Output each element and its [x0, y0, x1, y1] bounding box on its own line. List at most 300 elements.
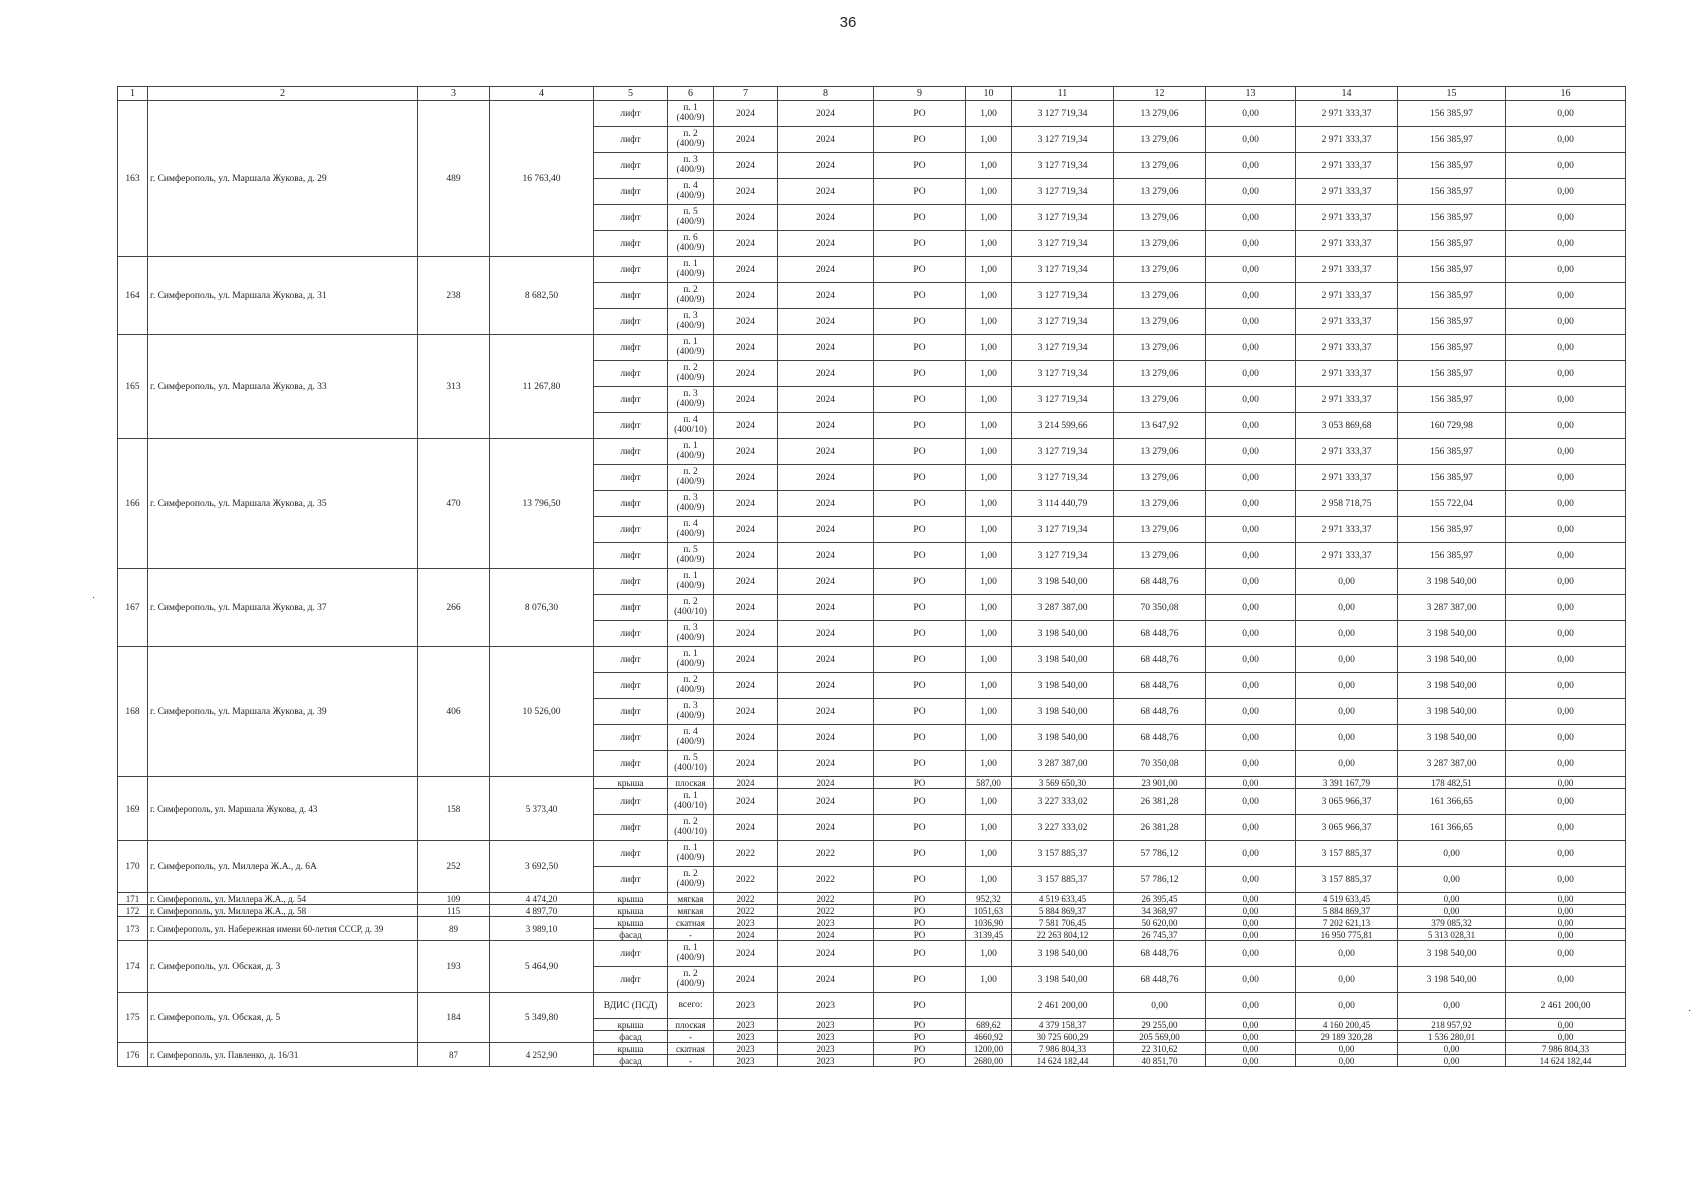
- work-detail: скатная: [668, 917, 714, 929]
- volume: 1200,00: [966, 1043, 1012, 1055]
- unit-cost: 68 448,76: [1114, 621, 1206, 647]
- work-type: лифт: [594, 967, 668, 993]
- unit-cost: 13 279,06: [1114, 517, 1206, 543]
- year-end: 2024: [778, 179, 874, 205]
- work-type: лифт: [594, 127, 668, 153]
- fund-cost: 0,00: [1206, 647, 1296, 673]
- unit-cost: 13 279,06: [1114, 335, 1206, 361]
- year-end: 2024: [778, 595, 874, 621]
- total-cost: 30 725 600,29: [1012, 1031, 1114, 1043]
- fund-cost: 0,00: [1206, 595, 1296, 621]
- work-detail: п. 4 (400/9): [668, 517, 714, 543]
- table-row: [118, 777, 1626, 789]
- owner-cost: 156 385,97: [1398, 335, 1506, 361]
- apartments-count: 252: [418, 841, 490, 893]
- year-end: 2024: [778, 673, 874, 699]
- work-type: лифт: [594, 335, 668, 361]
- fund-cost: 0,00: [1206, 993, 1296, 1019]
- work-type: лифт: [594, 595, 668, 621]
- owner-cost: 0,00: [1398, 1055, 1506, 1067]
- other-cost: 2 461 200,00: [1506, 993, 1626, 1019]
- volume: 1,00: [966, 517, 1012, 543]
- year-end: 2022: [778, 867, 874, 893]
- owner-cost: 156 385,97: [1398, 517, 1506, 543]
- year-end: 2024: [778, 777, 874, 789]
- other-cost: 0,00: [1506, 841, 1626, 867]
- unit-cost: 70 350,08: [1114, 595, 1206, 621]
- apartments-count: 266: [418, 569, 490, 647]
- fund-cost: 0,00: [1206, 941, 1296, 967]
- apartments-count: 489: [418, 101, 490, 257]
- year-end: 2024: [778, 941, 874, 967]
- unit-cost: 57 786,12: [1114, 841, 1206, 867]
- year-end: 2024: [778, 413, 874, 439]
- total-cost: 4 519 633,45: [1012, 893, 1114, 905]
- owner-cost: 156 385,97: [1398, 309, 1506, 335]
- work-type: лифт: [594, 257, 668, 283]
- total-cost: 3 227 333,02: [1012, 789, 1114, 815]
- work-type: лифт: [594, 725, 668, 751]
- fund-cost: 0,00: [1206, 777, 1296, 789]
- table-row: [118, 893, 1626, 905]
- year-end: 2024: [778, 231, 874, 257]
- customer: РО: [874, 335, 966, 361]
- customer: РО: [874, 751, 966, 777]
- apartments-count: 184: [418, 993, 490, 1043]
- work-type: лифт: [594, 517, 668, 543]
- work-type: лифт: [594, 699, 668, 725]
- work-type: лифт: [594, 673, 668, 699]
- work-detail: -: [668, 929, 714, 941]
- total-cost: 3 127 719,34: [1012, 517, 1114, 543]
- unit-cost: 0,00: [1114, 993, 1206, 1019]
- year-start: 2024: [714, 543, 778, 569]
- unit-cost: 13 279,06: [1114, 491, 1206, 517]
- row-number: 176: [118, 1043, 148, 1067]
- apartments-count: 158: [418, 777, 490, 841]
- work-detail: п. 3 (400/9): [668, 491, 714, 517]
- budget-cost: 2 971 333,37: [1296, 517, 1398, 543]
- year-end: 2024: [778, 153, 874, 179]
- owner-cost: 3 198 540,00: [1398, 621, 1506, 647]
- work-detail: п. 4 (400/10): [668, 413, 714, 439]
- total-cost: 3 157 885,37: [1012, 841, 1114, 867]
- total-cost: 3 227 333,02: [1012, 815, 1114, 841]
- year-start: 2024: [714, 179, 778, 205]
- area-cell: 4 474,20: [490, 893, 594, 905]
- column-header-10: 10: [966, 87, 1012, 101]
- customer: РО: [874, 905, 966, 917]
- customer: РО: [874, 917, 966, 929]
- customer: РО: [874, 893, 966, 905]
- column-header-11: 11: [1012, 87, 1114, 101]
- row-number: 169: [118, 777, 148, 841]
- year-end: 2024: [778, 789, 874, 815]
- row-number: 164: [118, 257, 148, 335]
- work-type: фасад: [594, 1031, 668, 1043]
- year-start: 2024: [714, 231, 778, 257]
- owner-cost: 5 313 028,31: [1398, 929, 1506, 941]
- fund-cost: 0,00: [1206, 465, 1296, 491]
- volume: 1,00: [966, 841, 1012, 867]
- volume: 1,00: [966, 595, 1012, 621]
- year-end: 2023: [778, 1055, 874, 1067]
- address-cell: г. Симферополь, ул. Миллера Ж.А., д. 58: [148, 905, 418, 917]
- year-end: 2024: [778, 569, 874, 595]
- owner-cost: 3 287 387,00: [1398, 595, 1506, 621]
- other-cost: 0,00: [1506, 153, 1626, 179]
- volume: 1,00: [966, 569, 1012, 595]
- address-cell: г. Симферополь, ул. Маршала Жукова, д. 29: [148, 101, 418, 257]
- budget-cost: 2 971 333,37: [1296, 387, 1398, 413]
- column-header-1: 1: [118, 87, 148, 101]
- year-start: 2024: [714, 335, 778, 361]
- unit-cost: 70 350,08: [1114, 751, 1206, 777]
- total-cost: 3 127 719,34: [1012, 439, 1114, 465]
- other-cost: 0,00: [1506, 1031, 1626, 1043]
- address-cell: г. Симферополь, ул. Маршала Жукова, д. 43: [148, 777, 418, 841]
- column-header-16: 16: [1506, 87, 1626, 101]
- page-number: 36: [839, 14, 857, 31]
- year-start: 2024: [714, 439, 778, 465]
- budget-cost: 2 971 333,37: [1296, 101, 1398, 127]
- work-detail: п. 1 (400/9): [668, 335, 714, 361]
- area-cell: 8 076,30: [490, 569, 594, 647]
- year-start: 2024: [714, 595, 778, 621]
- total-cost: 3 127 719,34: [1012, 387, 1114, 413]
- owner-cost: 161 366,65: [1398, 789, 1506, 815]
- other-cost: 0,00: [1506, 127, 1626, 153]
- address-cell: г. Симферополь, ул. Маршала Жукова, д. 39: [148, 647, 418, 777]
- unit-cost: 68 448,76: [1114, 725, 1206, 751]
- apartments-count: 238: [418, 257, 490, 335]
- budget-cost: 2 971 333,37: [1296, 465, 1398, 491]
- address-cell: г. Симферополь, ул. Маршала Жукова, д. 37: [148, 569, 418, 647]
- total-cost: 3 127 719,34: [1012, 231, 1114, 257]
- column-header-5: 5: [594, 87, 668, 101]
- owner-cost: 156 385,97: [1398, 283, 1506, 309]
- customer: РО: [874, 179, 966, 205]
- year-end: 2022: [778, 905, 874, 917]
- year-start: 2024: [714, 387, 778, 413]
- owner-cost: 3 287 387,00: [1398, 751, 1506, 777]
- row-number: 172: [118, 905, 148, 917]
- year-end: 2024: [778, 929, 874, 941]
- other-cost: 0,00: [1506, 917, 1626, 929]
- work-detail: мягкая: [668, 893, 714, 905]
- other-cost: 0,00: [1506, 101, 1626, 127]
- total-cost: 3 198 540,00: [1012, 569, 1114, 595]
- budget-cost: 2 971 333,37: [1296, 309, 1398, 335]
- customer: РО: [874, 127, 966, 153]
- total-cost: 3 127 719,34: [1012, 361, 1114, 387]
- budget-cost: 2 971 333,37: [1296, 439, 1398, 465]
- unit-cost: 13 279,06: [1114, 309, 1206, 335]
- budget-cost: 0,00: [1296, 941, 1398, 967]
- column-header-13: 13: [1206, 87, 1296, 101]
- work-detail: п. 1 (400/10): [668, 789, 714, 815]
- work-detail: п. 1 (400/9): [668, 439, 714, 465]
- year-end: 2024: [778, 699, 874, 725]
- column-header-14: 14: [1296, 87, 1398, 101]
- year-end: 2024: [778, 387, 874, 413]
- budget-cost: 0,00: [1296, 673, 1398, 699]
- total-cost: 3 198 540,00: [1012, 941, 1114, 967]
- address-cell: г. Симферополь, ул. Набережная имени 60-летия СССР, д. 39: [148, 917, 418, 941]
- year-start: 2024: [714, 153, 778, 179]
- fund-cost: 0,00: [1206, 387, 1296, 413]
- volume: [966, 993, 1012, 1019]
- unit-cost: 13 647,92: [1114, 413, 1206, 439]
- fund-cost: 0,00: [1206, 153, 1296, 179]
- unit-cost: 26 381,28: [1114, 789, 1206, 815]
- customer: РО: [874, 205, 966, 231]
- customer: РО: [874, 777, 966, 789]
- year-start: 2024: [714, 699, 778, 725]
- other-cost: 0,00: [1506, 413, 1626, 439]
- owner-cost: 156 385,97: [1398, 439, 1506, 465]
- year-start: 2024: [714, 127, 778, 153]
- table-row: [118, 335, 1626, 361]
- customer: РО: [874, 387, 966, 413]
- unit-cost: 13 279,06: [1114, 101, 1206, 127]
- total-cost: 3 198 540,00: [1012, 967, 1114, 993]
- fund-cost: 0,00: [1206, 917, 1296, 929]
- work-type: ВДИС (ПСД): [594, 993, 668, 1019]
- owner-cost: 156 385,97: [1398, 127, 1506, 153]
- customer: РО: [874, 725, 966, 751]
- other-cost: 0,00: [1506, 673, 1626, 699]
- budget-cost: 29 189 320,28: [1296, 1031, 1398, 1043]
- other-cost: 0,00: [1506, 387, 1626, 413]
- year-start: 2024: [714, 967, 778, 993]
- other-cost: 0,00: [1506, 205, 1626, 231]
- year-start: 2022: [714, 893, 778, 905]
- work-type: лифт: [594, 465, 668, 491]
- owner-cost: 3 198 540,00: [1398, 569, 1506, 595]
- year-end: 2022: [778, 893, 874, 905]
- other-cost: 0,00: [1506, 335, 1626, 361]
- other-cost: 0,00: [1506, 929, 1626, 941]
- budget-cost: 0,00: [1296, 621, 1398, 647]
- work-detail: п. 4 (400/9): [668, 725, 714, 751]
- column-header-7: 7: [714, 87, 778, 101]
- year-start: 2024: [714, 491, 778, 517]
- work-type: лифт: [594, 205, 668, 231]
- volume: 1,00: [966, 967, 1012, 993]
- volume: 1,00: [966, 153, 1012, 179]
- table-body: [118, 101, 1626, 1067]
- work-detail: п. 2 (400/9): [668, 127, 714, 153]
- fund-cost: 0,00: [1206, 1019, 1296, 1031]
- year-end: 2024: [778, 967, 874, 993]
- work-detail: п. 1 (400/9): [668, 941, 714, 967]
- year-end: 2022: [778, 841, 874, 867]
- total-cost: 2 461 200,00: [1012, 993, 1114, 1019]
- work-type: лифт: [594, 413, 668, 439]
- total-cost: 3 127 719,34: [1012, 543, 1114, 569]
- owner-cost: 156 385,97: [1398, 465, 1506, 491]
- total-cost: 3 127 719,34: [1012, 283, 1114, 309]
- volume: 1,00: [966, 257, 1012, 283]
- volume: 587,00: [966, 777, 1012, 789]
- unit-cost: 68 448,76: [1114, 569, 1206, 595]
- total-cost: 3 127 719,34: [1012, 179, 1114, 205]
- owner-cost: 155 722,04: [1398, 491, 1506, 517]
- owner-cost: 156 385,97: [1398, 361, 1506, 387]
- year-start: 2024: [714, 361, 778, 387]
- year-start: 2024: [714, 929, 778, 941]
- total-cost: 3 127 719,34: [1012, 335, 1114, 361]
- total-cost: 3 198 540,00: [1012, 621, 1114, 647]
- other-cost: 0,00: [1506, 569, 1626, 595]
- other-cost: 0,00: [1506, 621, 1626, 647]
- unit-cost: 13 279,06: [1114, 387, 1206, 413]
- fund-cost: 0,00: [1206, 283, 1296, 309]
- row-number: 166: [118, 439, 148, 569]
- budget-cost: 0,00: [1296, 1055, 1398, 1067]
- other-cost: 0,00: [1506, 543, 1626, 569]
- year-end: 2024: [778, 491, 874, 517]
- total-cost: 3 127 719,34: [1012, 257, 1114, 283]
- budget-cost: 0,00: [1296, 569, 1398, 595]
- volume: 1,00: [966, 439, 1012, 465]
- customer: РО: [874, 517, 966, 543]
- table-row: [118, 1043, 1626, 1055]
- year-end: 2024: [778, 465, 874, 491]
- other-cost: 0,00: [1506, 517, 1626, 543]
- work-type: лифт: [594, 841, 668, 867]
- work-type: лифт: [594, 387, 668, 413]
- work-detail: п. 3 (400/9): [668, 387, 714, 413]
- volume: 1,00: [966, 725, 1012, 751]
- budget-cost: 5 884 869,37: [1296, 905, 1398, 917]
- apartments-count: 89: [418, 917, 490, 941]
- other-cost: 0,00: [1506, 905, 1626, 917]
- unit-cost: 22 310,62: [1114, 1043, 1206, 1055]
- row-number: 174: [118, 941, 148, 993]
- fund-cost: 0,00: [1206, 751, 1296, 777]
- owner-cost: 0,00: [1398, 905, 1506, 917]
- volume: 1,00: [966, 647, 1012, 673]
- work-detail: плоская: [668, 1019, 714, 1031]
- owner-cost: 3 198 540,00: [1398, 699, 1506, 725]
- area-cell: 3 692,50: [490, 841, 594, 893]
- owner-cost: 3 198 540,00: [1398, 647, 1506, 673]
- work-detail: п. 3 (400/9): [668, 309, 714, 335]
- total-cost: 3 157 885,37: [1012, 867, 1114, 893]
- year-start: 2024: [714, 725, 778, 751]
- address-cell: г. Симферополь, ул. Маршала Жукова, д. 35: [148, 439, 418, 569]
- volume: 1,00: [966, 465, 1012, 491]
- budget-cost: 3 157 885,37: [1296, 867, 1398, 893]
- table-row: [118, 917, 1626, 929]
- area-cell: 4 897,70: [490, 905, 594, 917]
- total-cost: 4 379 158,37: [1012, 1019, 1114, 1031]
- fund-cost: 0,00: [1206, 101, 1296, 127]
- column-header-6: 6: [668, 87, 714, 101]
- budget-cost: 2 971 333,37: [1296, 283, 1398, 309]
- work-detail: п. 3 (400/9): [668, 699, 714, 725]
- total-cost: 3 127 719,34: [1012, 465, 1114, 491]
- year-end: 2024: [778, 725, 874, 751]
- column-header-9: 9: [874, 87, 966, 101]
- year-start: 2023: [714, 1055, 778, 1067]
- year-start: 2023: [714, 917, 778, 929]
- other-cost: 0,00: [1506, 777, 1626, 789]
- row-number: 173: [118, 917, 148, 941]
- owner-cost: 156 385,97: [1398, 387, 1506, 413]
- budget-cost: 2 971 333,37: [1296, 127, 1398, 153]
- fund-cost: 0,00: [1206, 1043, 1296, 1055]
- fund-cost: 0,00: [1206, 569, 1296, 595]
- owner-cost: 0,00: [1398, 1043, 1506, 1055]
- area-cell: 4 252,90: [490, 1043, 594, 1067]
- year-start: 2024: [714, 751, 778, 777]
- budget-cost: 3 065 966,37: [1296, 815, 1398, 841]
- row-number: 171: [118, 893, 148, 905]
- fund-cost: 0,00: [1206, 543, 1296, 569]
- table-row: [118, 993, 1626, 1019]
- column-header-4: 4: [490, 87, 594, 101]
- total-cost: 3 569 650,30: [1012, 777, 1114, 789]
- other-cost: 0,00: [1506, 231, 1626, 257]
- budget-cost: 2 971 333,37: [1296, 231, 1398, 257]
- other-cost: 0,00: [1506, 941, 1626, 967]
- customer: РО: [874, 1055, 966, 1067]
- other-cost: 0,00: [1506, 867, 1626, 893]
- column-header-15: 15: [1398, 87, 1506, 101]
- work-detail: п. 1 (400/9): [668, 257, 714, 283]
- work-detail: п. 5 (400/9): [668, 543, 714, 569]
- owner-cost: 0,00: [1398, 841, 1506, 867]
- other-cost: 0,00: [1506, 967, 1626, 993]
- other-cost: 0,00: [1506, 309, 1626, 335]
- fund-cost: 0,00: [1206, 893, 1296, 905]
- budget-cost: 2 971 333,37: [1296, 153, 1398, 179]
- work-detail: п. 4 (400/9): [668, 179, 714, 205]
- year-end: 2024: [778, 751, 874, 777]
- year-start: 2022: [714, 867, 778, 893]
- work-detail: п. 5 (400/9): [668, 205, 714, 231]
- volume: 1,00: [966, 101, 1012, 127]
- owner-cost: 156 385,97: [1398, 543, 1506, 569]
- unit-cost: 13 279,06: [1114, 257, 1206, 283]
- fund-cost: 0,00: [1206, 491, 1296, 517]
- fund-cost: 0,00: [1206, 1031, 1296, 1043]
- year-start: 2022: [714, 905, 778, 917]
- year-end: 2024: [778, 101, 874, 127]
- work-type: лифт: [594, 491, 668, 517]
- volume: 1,00: [966, 699, 1012, 725]
- area-cell: 5 349,80: [490, 993, 594, 1043]
- total-cost: 3 198 540,00: [1012, 699, 1114, 725]
- year-start: 2024: [714, 777, 778, 789]
- unit-cost: 13 279,06: [1114, 205, 1206, 231]
- row-number: 170: [118, 841, 148, 893]
- budget-cost: 0,00: [1296, 1043, 1398, 1055]
- budget-cost: 0,00: [1296, 595, 1398, 621]
- year-end: 2023: [778, 993, 874, 1019]
- other-cost: 7 986 804,33: [1506, 1043, 1626, 1055]
- unit-cost: 13 279,06: [1114, 465, 1206, 491]
- budget-cost: 0,00: [1296, 647, 1398, 673]
- unit-cost: 50 620,00: [1114, 917, 1206, 929]
- unit-cost: 40 851,70: [1114, 1055, 1206, 1067]
- year-start: 2024: [714, 205, 778, 231]
- year-end: 2024: [778, 517, 874, 543]
- work-type: лифт: [594, 569, 668, 595]
